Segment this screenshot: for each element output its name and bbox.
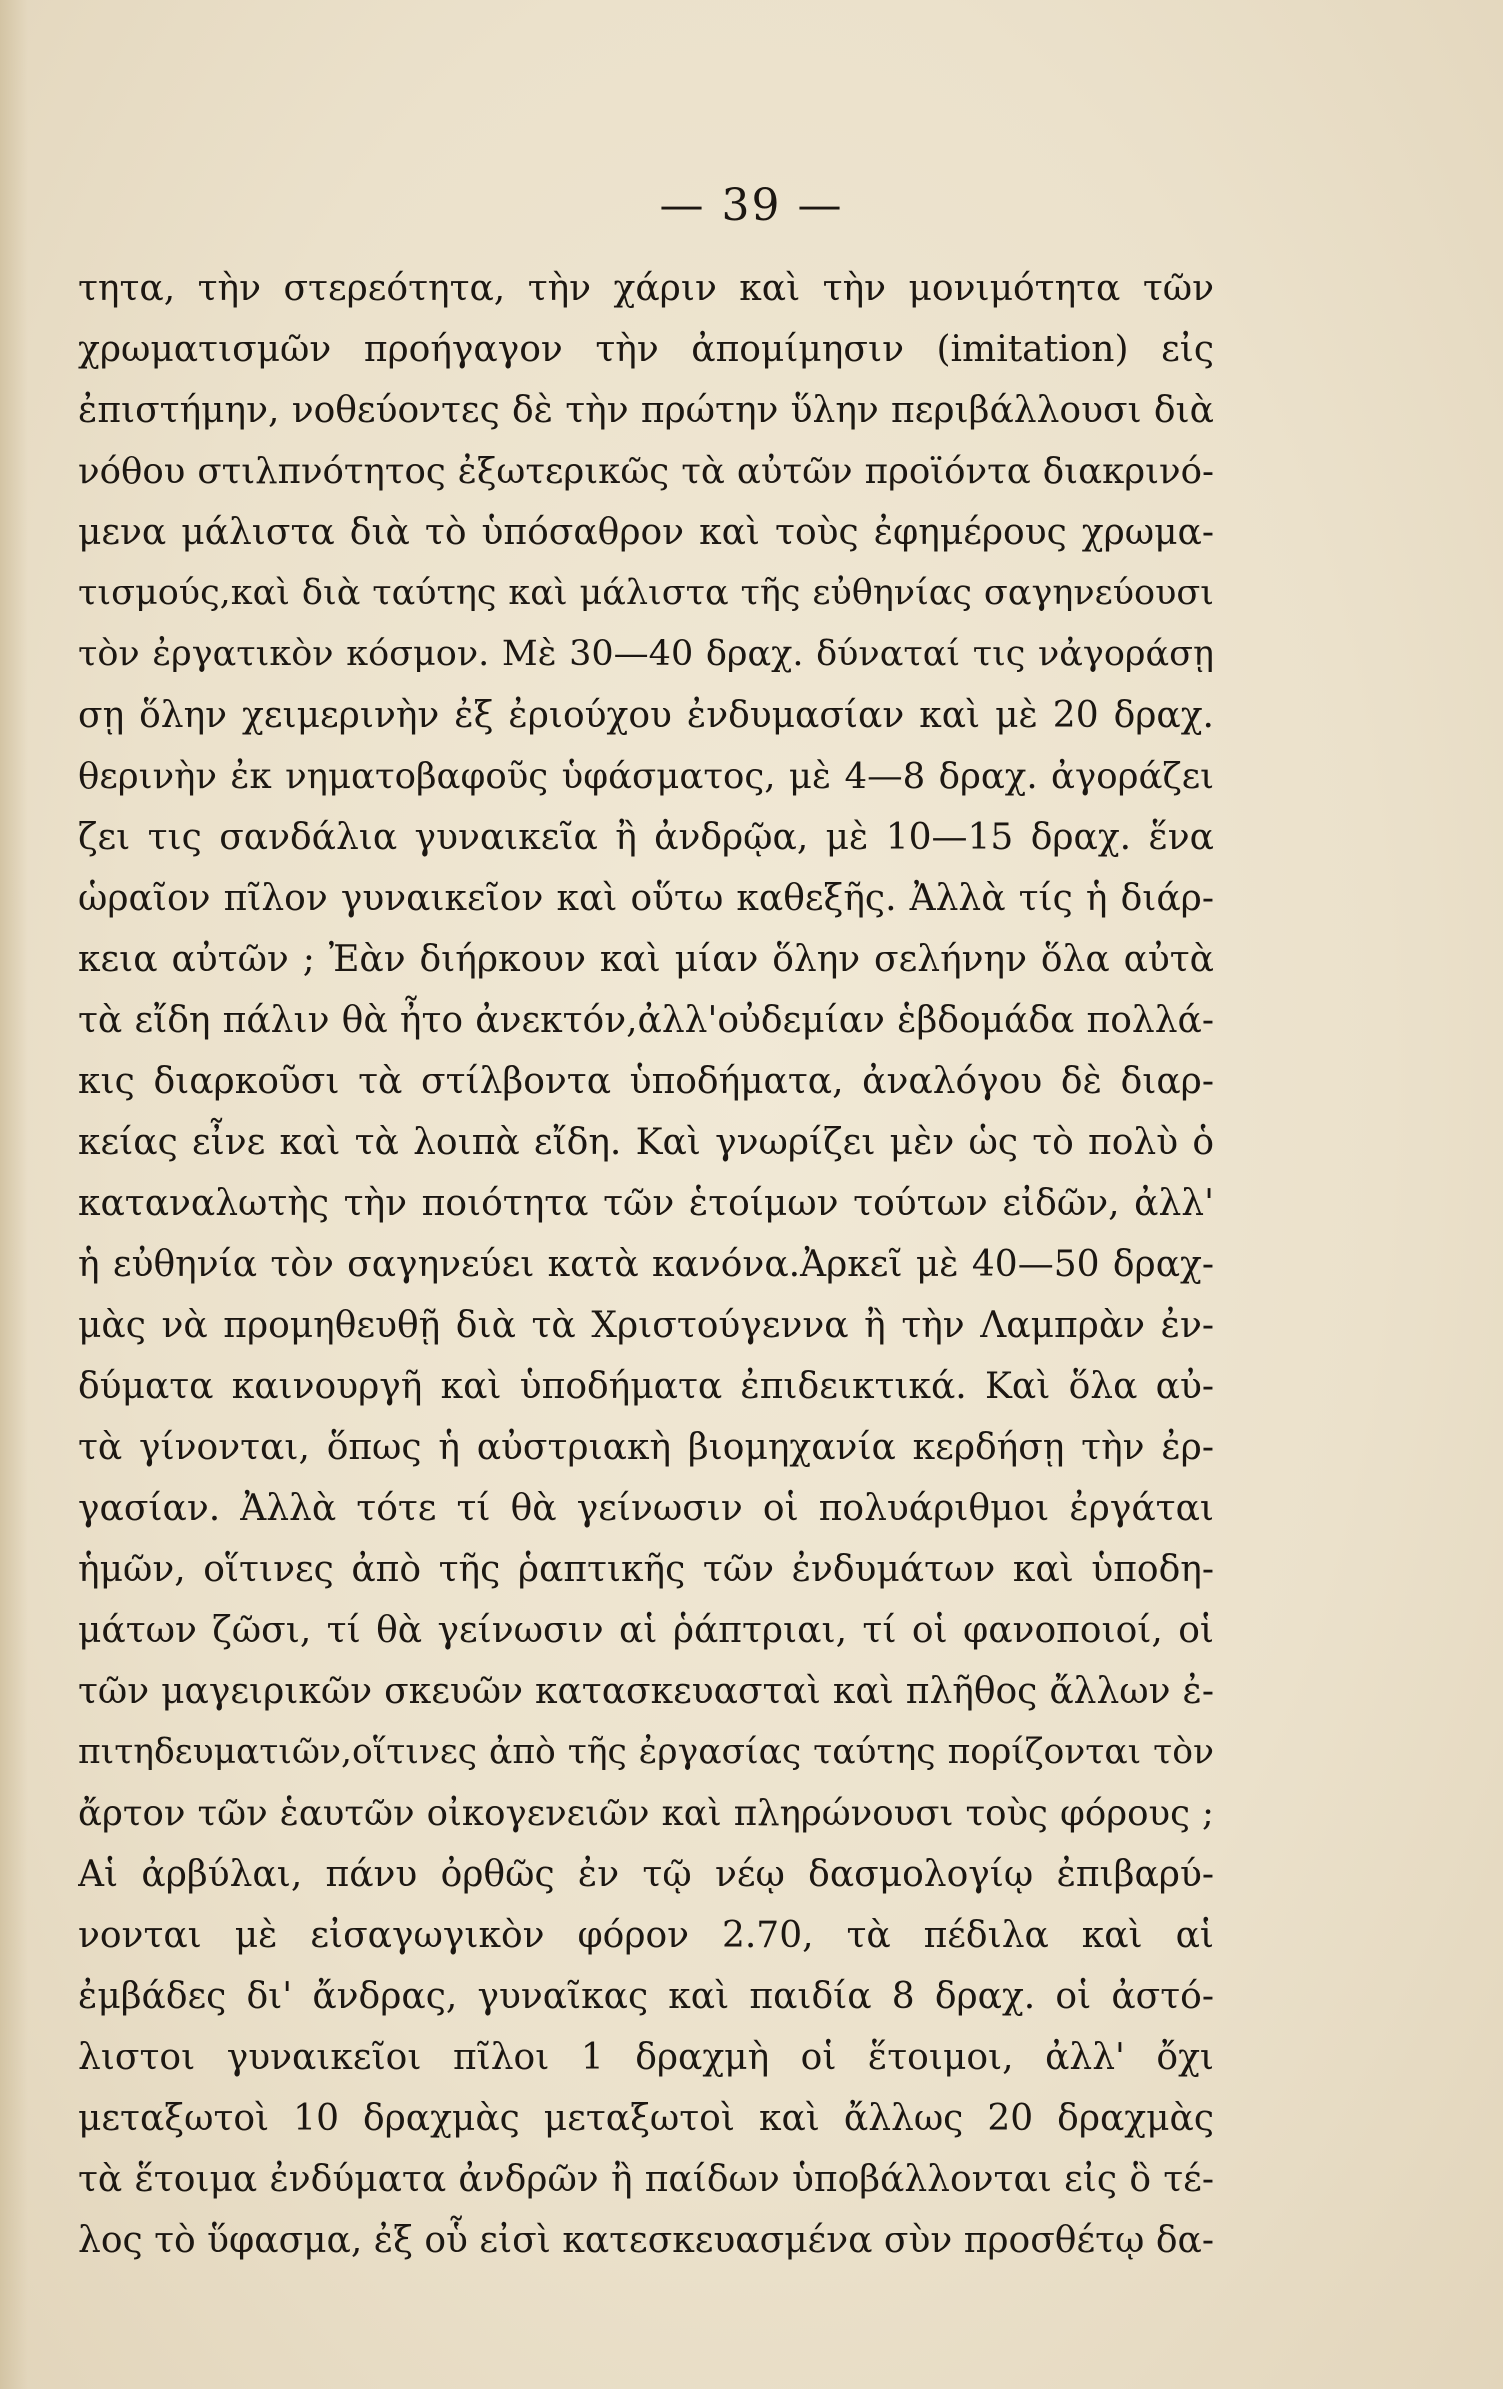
- text-line: κεια αὐτῶν ; Ἐὰν διήρκουν καὶ μίαν ὅλην σελήνην ὅλα αὐτὰ: [78, 939, 1214, 980]
- text-line: τητα, τὴν στερεότητα, τὴν χάριν καὶ τὴν μονιμότητα τῶν: [78, 268, 1214, 309]
- text-line: τὰ γίνονται, ὅπως ἡ αὐστριακὴ βιομηχανία κερδήσῃ τὴν ἐρ-: [78, 1427, 1214, 1468]
- text-line: χρωματισμῶν προήγαγον τὴν ἀπομίμησιν (imitation) εἰς: [78, 329, 1214, 370]
- text-line: πιτηδευματιῶν,οἵτινες ἀπὸ τῆς ἐργασίας ταύτης πορίζονται τὸν: [78, 1732, 1214, 1772]
- text-line: κις διαρκοῦσι τὰ στίλβοντα ὑποδήματα, ἀναλόγου δὲ διαρ-: [78, 1061, 1214, 1102]
- text-line: τὰ ἕτοιμα ἐνδύματα ἀνδρῶν ἢ παίδων ὑποβάλλονται εἰς ὃ τέ-: [78, 2159, 1214, 2200]
- text-line: μάτων ζῶσι, τί θὰ γείνωσιν αἱ ῥάπτριαι, τί οἱ φανοποιοί, οἱ: [78, 1610, 1214, 1651]
- text-line: θερινὴν ἐκ νηματοβαφοῦς ὑφάσματος, μὲ 4—8 δραχ. ἀγοράζει: [78, 756, 1214, 797]
- text-line: ἐμβάδες δι' ἄνδρας, γυναῖκας καὶ παιδία 8 δραχ. οἱ ἀστό-: [78, 1976, 1214, 2017]
- text-line: λιστοι γυναικεῖοι πῖλοι 1 δραχμὴ οἱ ἕτοιμοι, ἀλλ' ὄχι: [78, 2037, 1214, 2078]
- text-line: καταναλωτὴς τὴν ποιότητα τῶν ἑτοίμων τούτων εἰδῶν, ἀλλ': [78, 1183, 1214, 1224]
- text-line: τισμούς,καὶ διὰ ταύτης καὶ μάλιστα τῆς εὐθηνίας σαγηνεύουσι: [78, 573, 1214, 613]
- text-line: τῶν μαγειρικῶν σκευῶν κατασκευασταὶ καὶ πλῆθος ἄλλων ἐ-: [78, 1671, 1214, 1712]
- page-number: — 39 —: [659, 180, 844, 231]
- text-line: δύματα καινουργῆ καὶ ὑποδήματα ἐπιδεικτικά. Καὶ ὅλα αὐ-: [78, 1366, 1214, 1407]
- text-line: μενα μάλιστα διὰ τὸ ὑπόσαθρον καὶ τοὺς ἐφημέρους χρωμα-: [78, 512, 1214, 553]
- text-line: γασίαν. Ἀλλὰ τότε τί θὰ γείνωσιν οἱ πολυάριθμοι ἐργάται: [78, 1488, 1214, 1529]
- text-line: κείας εἶνε καὶ τὰ λοιπὰ εἴδη. Καὶ γνωρίζει μὲν ὡς τὸ πολὺ ὁ: [78, 1122, 1214, 1163]
- text-line: τὸν ἐργατικὸν κόσμον. Μὲ 30—40 δραχ. δύναταί τις νἀγοράσῃ: [78, 634, 1214, 674]
- text-line: ζει τις σανδάλια γυναικεῖα ἢ ἀνδρῷα, μὲ 10—15 δραχ. ἕνα: [78, 817, 1214, 858]
- text-line: ἐπιστήμην, νοθεύοντες δὲ τὴν πρώτην ὕλην περιβάλλουσι διὰ: [78, 390, 1214, 431]
- text-line: νόθου στιλπνότητος ἐξωτερικῶς τὰ αὐτῶν προϊόντα διακρινό-: [78, 451, 1214, 492]
- text-line: σῃ ὅλην χειμερινὴν ἐξ ἐριούχου ἐνδυμασίαν καὶ μὲ 20 δραχ.: [78, 695, 1214, 736]
- text-line: μὰς νὰ προμηθευθῇ διὰ τὰ Χριστούγεννα ἢ τὴν Λαμπρὰν ἐν-: [78, 1305, 1214, 1346]
- text-line: νονται μὲ εἰσαγωγικὸν φόρον 2.70, τὰ πέδιλα καὶ αἱ: [78, 1915, 1214, 1956]
- text-line: ἡ εὐθηνία τὸν σαγηνεύει κατὰ κανόνα.Ἀρκεῖ μὲ 40—50 δραχ-: [78, 1244, 1214, 1285]
- text-line: ἡμῶν, οἵτινες ἀπὸ τῆς ῥαπτικῆς τῶν ἐνδυμάτων καὶ ὑποδη-: [78, 1549, 1214, 1590]
- text-line: ὡραῖον πῖλον γυναικεῖον καὶ οὕτω καθεξῆς. Ἀλλὰ τίς ἡ διάρ-: [78, 878, 1214, 919]
- text-line: τὰ εἴδη πάλιν θὰ ἦτο ἀνεκτόν,ἀλλ'οὐδεμίαν ἑβδομάδα πολλά-: [78, 1000, 1214, 1041]
- text-line: λος τὸ ὕφασμα, ἐξ οὗ εἰσὶ κατεσκευασμένα σὺν προσθέτῳ δα-: [78, 2220, 1214, 2261]
- body-text: [78, 258, 1214, 2271]
- page-binding-shadow: [0, 0, 28, 2389]
- text-line: μεταξωτοὶ 10 δραχμὰς μεταξωτοὶ καὶ ἄλλως 20 δραχμὰς: [78, 2098, 1214, 2139]
- text-line: ἄρτον τῶν ἑαυτῶν οἰκογενειῶν καὶ πληρώνουσι τοὺς φόρους ;: [78, 1793, 1214, 1834]
- text-line: Αἱ ἀρβύλαι, πάνυ ὀρθῶς ἐν τῷ νέῳ δασμολογίῳ ἐπιβαρύ-: [78, 1854, 1214, 1895]
